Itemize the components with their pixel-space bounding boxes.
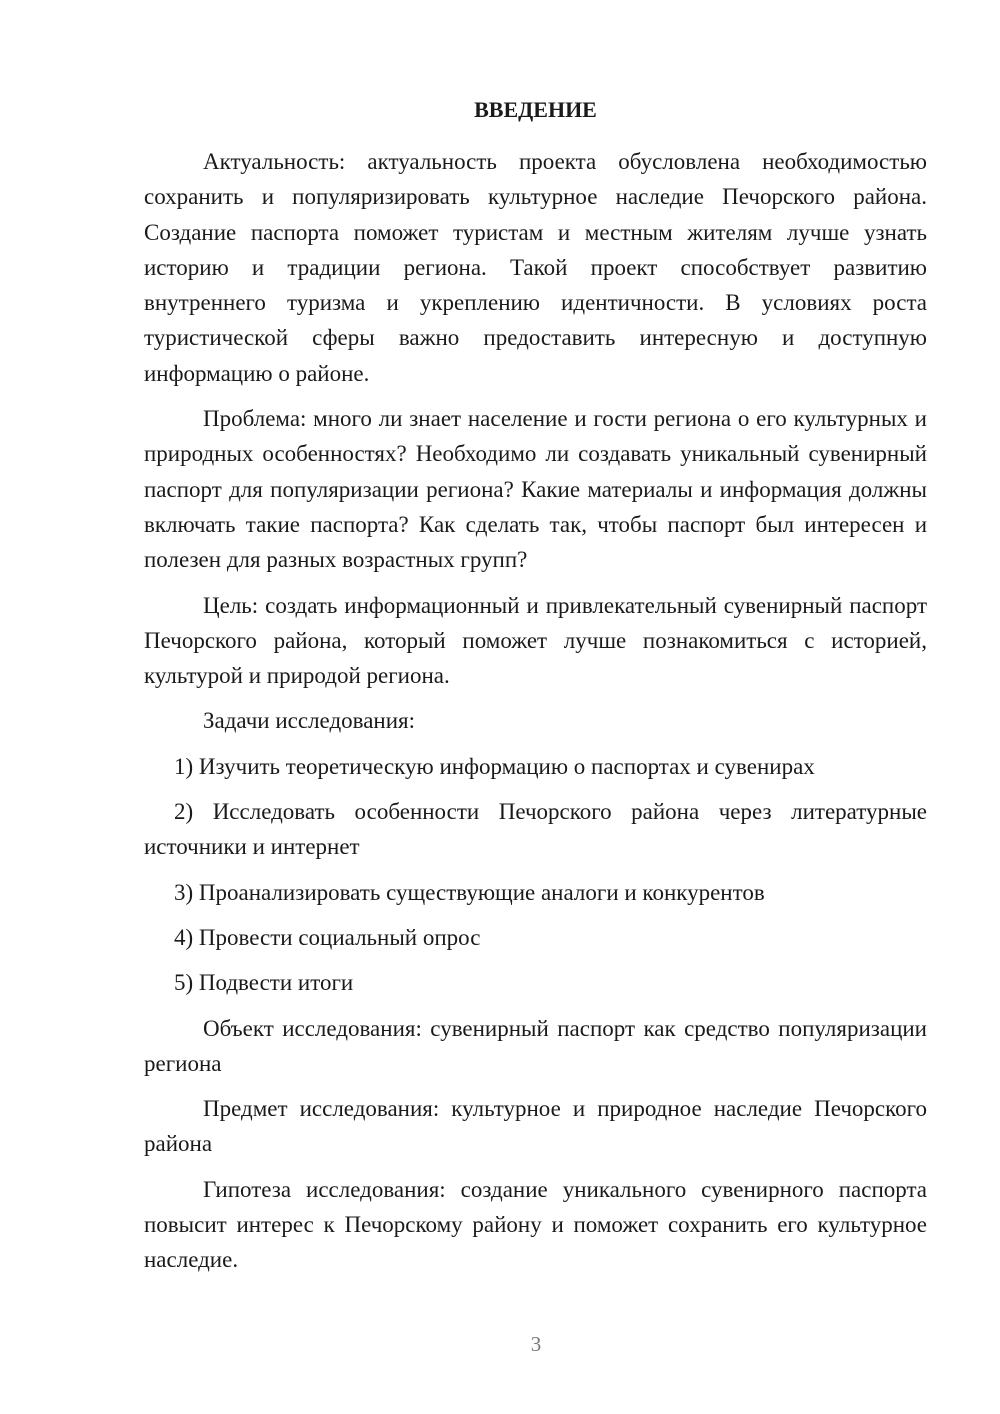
problem-paragraph: Проблема: много ли знает население и гости региона о его культурных и природных особенностях? Необходимо ли создавать уникальный сувенирный паспорт для популяризации региона? Какие материалы и информация должны включать такие паспорта? Как сделать так, чтобы паспорт был интересен и полезен для разных возрастных групп? <box>144 406 927 573</box>
document-body <box>144 92 927 1288</box>
subject-paragraph: Предмет исследования: культурное и природное наследие Печорского района <box>144 1096 927 1157</box>
task-item: 4) Провести социальный опрос <box>174 924 481 950</box>
task-item: 5) Подвести итоги <box>174 970 354 996</box>
task-item: 3) Проанализировать существующие аналоги и конкурентов <box>174 879 765 905</box>
relevance-paragraph: Актуальность: актуальность проекта обусловлена необходимостью сохранить и популяризировать культурное наследие Печорского района. Создание паспорта поможет туристам и местным жителям лучше узнать историю и традиции региона. Такой проект способствует развитию внутреннего туризма и укреплению идентичности. В условиях роста туристической сферы важно предоставить интересную и доступную информацию о районе. <box>144 149 927 386</box>
task-item: 1) Изучить теоретическую информацию о паспортах и сувенирах <box>174 753 815 779</box>
page-number: 3 <box>530 1332 542 1356</box>
tasks-heading: Задачи исследования: <box>203 708 416 734</box>
object-paragraph: Объект исследования: сувенирный паспорт как средство популяризации региона <box>144 1015 927 1076</box>
hypothesis-paragraph: Гипотеза исследования: создание уникального сувенирного паспорта повысит интерес к Печорскому району и поможет сохранить его культурное наследие. <box>144 1176 927 1273</box>
goal-paragraph: Цель: создать информационный и привлекательный сувенирный паспорт Печорского района, который поможет лучше познакомиться с историей, культурой и природой региона. <box>144 592 927 689</box>
task-item: 2) Исследовать особенности Печорского района через литературные источники и интернет <box>144 799 927 860</box>
page-title: ВВЕДЕНИЕ <box>474 97 597 122</box>
